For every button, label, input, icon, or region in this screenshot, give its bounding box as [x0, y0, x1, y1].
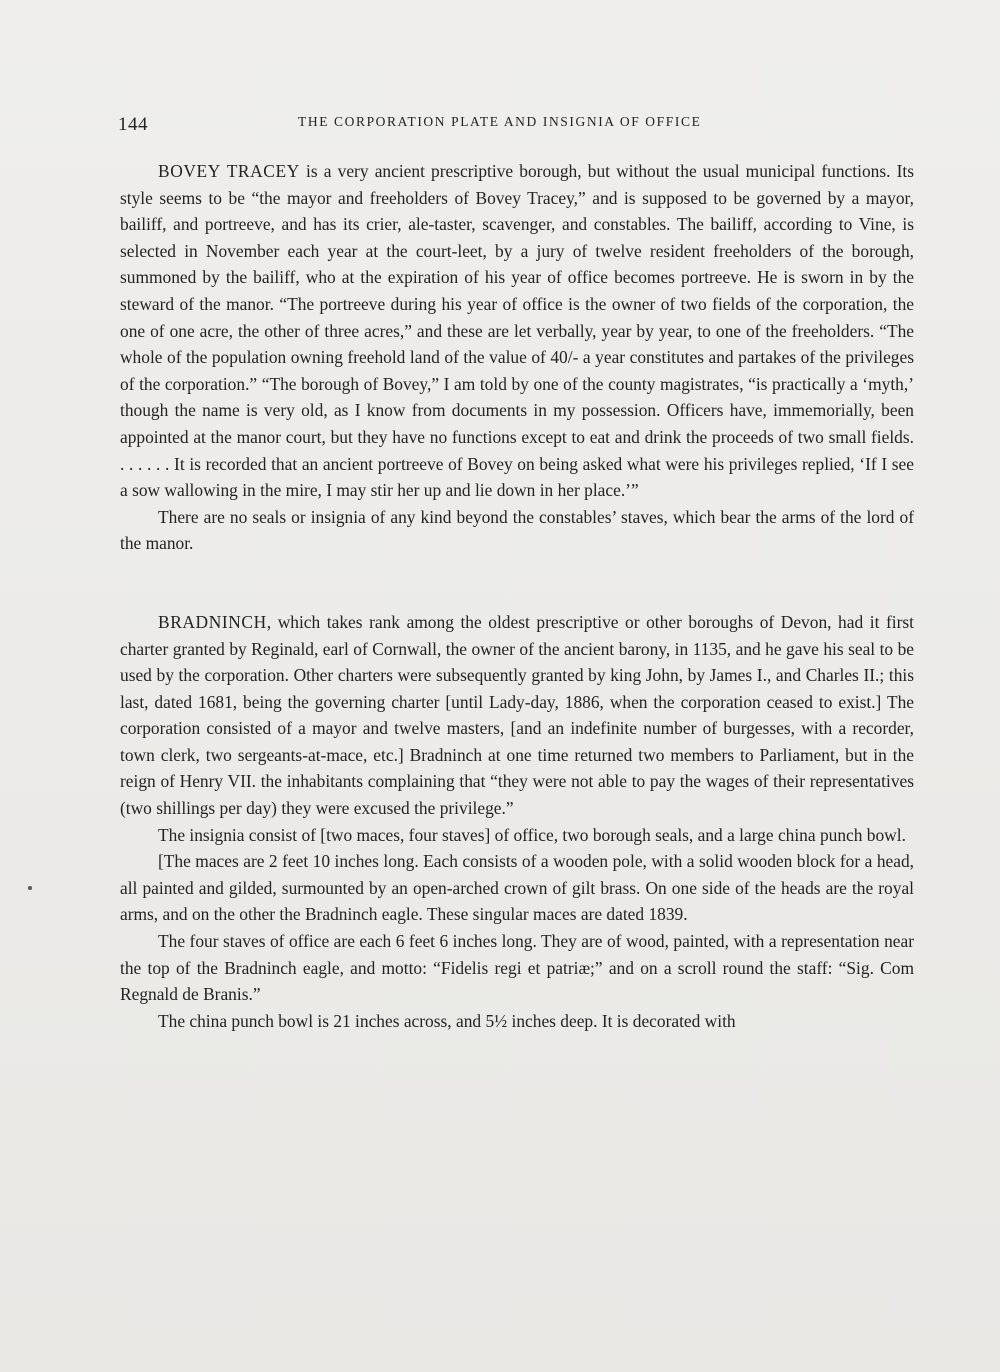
section-divider-space	[120, 557, 914, 609]
paper-speck	[28, 886, 32, 890]
bradninch-paragraph-5: The china punch bowl is 21 inches across, and 5½ inches deep. It is decorated with	[158, 1010, 736, 1031]
body-text	[120, 158, 914, 1034]
bovey-tracey-paragraph-1-text: is a very ancient prescriptive borough, but without the usual municipal functions. Its style seems to be “the mayor and freeholders of Bovey Tracey,” and is supposed to be governed by a mayor, bailiff, and portreeve, and has its crier, ale-taster, scavenger, and constables. The bailiff, according to Vine, is selected in November each year at the court-leet, by a jury of twelve resident freeholders of the borough, summoned by the bailiff, who at the expiration of his year of office becomes portreeve. He is sworn in by the steward of the manor. “The portreeve during his year of office is the owner of two fields of the corporation, the one of one acre, the other of three acres,” and these are let verbally, year by year, to one of the freeholders. “The whole of the population owning freehold land of the value of 40/- a year constitutes and partakes of the privileges of the corporation.” “The borough of Bovey,” I am told by one of the county magistrates, “is practically a ‘myth,’ though the name is very old, as I know from documents in my possession. Officers have, immemorially, been appointed at the manor court, but they have no functions except to eat and drink the proceeds of two small fields. . . . . . . It is recorded that an ancient portreeve of Bovey on being asked what were his privileges replied, ‘If I see a sow wallowing in the mire, I may stir her up and lie down in her place.’”	[120, 161, 914, 501]
bradninch-paragraph-2: The insignia consist of [two maces, four staves] of office, two borough seals, and a large china punch bowl.	[158, 824, 906, 845]
bradninch-paragraph-1	[120, 609, 914, 822]
running-title: THE CORPORATION PLATE AND INSIGNIA OF OFFICE	[298, 114, 702, 129]
bradninch-heading: BRADNINCH	[158, 611, 267, 632]
bovey-tracey-heading: BOVEY TRACEY	[158, 161, 300, 181]
bradninch-paragraph-3: [The maces are 2 feet 10 inches long. Each consists of a wooden pole, with a solid wooden block for a head, all painted and gilded, surmounted by an open-arched crown of gilt brass. On one side of the heads are the royal arms, and on the other the Bradninch eagle. These singular maces are dated 1839.	[120, 851, 914, 925]
bovey-tracey-paragraph-1	[120, 158, 914, 504]
bradninch-paragraph-1-text: , which takes rank among the oldest prescriptive or other boroughs of Devon, had it first charter granted by Reginald, earl of Cornwall, the owner of the ancient barony, in 1135, and he gave his seal to be used by the corporation. Other charters were subsequently granted by king John, by James I., and Charles II.; this last, dated 1681, being the governing charter [until Lady-day, 1886, when the corporation ceased to exist.] The corporation consisted of a mayor and twelve masters, [and an indefinite number of burgesses, with a recorder, town clerk, two sergeants-at-mace, etc.] Bradninch at one time returned two members to Parliament, but in the reign of Henry VII. the inhabitants complaining that “they were not able to pay the wages of their representatives (two shillings per day) they were excused the privilege.”	[120, 611, 914, 819]
bradninch-paragraph-4: The four staves of office are each 6 feet 6 inches long. They are of wood, painted, with a representation near the top of the Bradninch eagle, and motto: “Fidelis regi et patriæ;” and on a scroll round the staff: “Sig. Com Regnald de Branis.”	[120, 931, 914, 1005]
bovey-tracey-paragraph-2: There are no seals or insignia of any kind beyond the constables’ staves, which bear the arms of the lord of the manor.	[120, 506, 914, 554]
running-head	[118, 110, 918, 140]
page-number: 144	[118, 114, 148, 135]
